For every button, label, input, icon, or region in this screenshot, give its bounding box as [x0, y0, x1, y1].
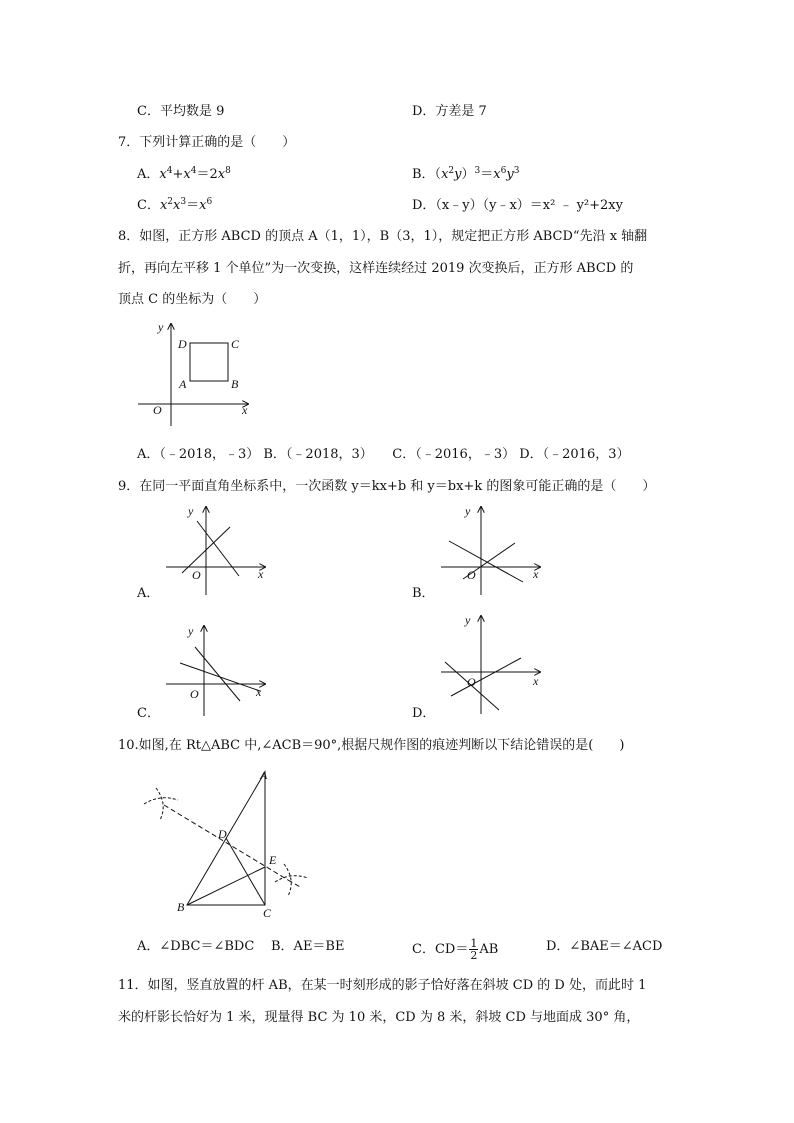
- q7-option-a: A．$x^4+x^4=2x^8$: [137, 166, 231, 182]
- q9-graph-b: [435, 503, 550, 598]
- arc-mark-upper: [144, 798, 178, 804]
- line-1: [449, 541, 523, 582]
- q8-line-1: 8．如图，正方形 ABCD 的顶点 A（1，1），B（3，1），规定把正方形 ABCD“先沿 x 轴翻: [118, 229, 648, 244]
- q10-option-d: D．∠BAE＝∠ACD: [546, 939, 663, 954]
- q10-stem: 10.如图,在 Rt△ABC 中,∠ACB＝90°,根据尺规作图的痕迹判断以下结论错误的是( ): [118, 738, 625, 753]
- q10-triangle-figure: [130, 760, 320, 925]
- origin-label: O: [153, 403, 162, 417]
- q7-option-b: B．$(x^2y)^3=x^6y^3$: [412, 166, 520, 182]
- y-axis-label: y: [158, 320, 164, 334]
- q11-line-1: 11．如图，竖直放置的杆 AB，在某一时刻形成的影子恰好落在斜坡 CD 的 D 处，而此时 1: [118, 978, 647, 993]
- q6-option-c: C．平均数是 9: [137, 104, 225, 119]
- q8-line-3: 顶点 C 的坐标为（ ）: [118, 292, 267, 307]
- point-c-label: C: [263, 906, 272, 920]
- origin-label: O: [467, 675, 476, 689]
- q9-graph-a: [160, 503, 275, 598]
- q8-line-2: 折，再向左平移 1 个单位”为一次变换，这样连续经过 2019 次变换后，正方形 ABCD 的: [118, 261, 634, 276]
- y-label: y: [465, 613, 471, 627]
- q7-stem: 7．下列计算正确的是（ ）: [118, 135, 296, 150]
- arc-mark-lower: [275, 876, 308, 882]
- point-e-label: E: [269, 853, 277, 867]
- q9-stem: 9．在同一平面直角坐标系中，一次函数 y＝kx+b 和 y＝bx+k 的图象可能正确的是（ ）: [118, 479, 656, 494]
- q8-square-figure: [130, 318, 260, 428]
- q9-label-a: A．: [137, 586, 160, 601]
- q9-graph-c: [160, 622, 275, 717]
- q9-label-c: C．: [137, 706, 160, 721]
- x-label: x: [258, 567, 264, 581]
- q10-option-a: A．∠DBC＝∠BDC: [137, 939, 255, 954]
- q10-option-c: C．CD＝ $\frac{1}{2}$ AB: [412, 937, 499, 962]
- x-axis-label: x: [242, 403, 248, 417]
- segment-dc: [226, 838, 265, 905]
- square-abcd: [190, 343, 228, 381]
- q6-option-d: D．方差是 7: [412, 104, 487, 119]
- q11-line-2: 米的杆影长恰好为 1 米，现量得 BC 为 10 米，CD 为 8 米，斜坡 CD 与地面成 30° 角，: [118, 1010, 640, 1025]
- origin-label: O: [467, 568, 476, 582]
- q9-label-d: D．: [412, 706, 436, 721]
- line-1: [197, 521, 239, 576]
- point-d-label: D: [218, 827, 227, 841]
- point-b-label: B: [177, 900, 185, 914]
- x-label: x: [533, 674, 539, 688]
- y-label: y: [188, 624, 194, 638]
- line-2: [195, 647, 240, 701]
- y-label: y: [465, 504, 471, 518]
- q10-option-b: B．AE＝BE: [271, 939, 345, 954]
- point-a-label: A: [260, 768, 268, 782]
- y-label: y: [188, 504, 194, 518]
- q9-label-b: B．: [412, 586, 435, 601]
- point-a-label: A: [179, 377, 187, 391]
- point-d-label: D: [178, 337, 187, 351]
- q7-option-d: D．（x﹣y）（y﹣x）＝x² ﹣ y²+2xy: [412, 198, 623, 213]
- q9-graph-d: [435, 612, 550, 717]
- origin-label: O: [190, 687, 199, 701]
- q8-options: A．（﹣2018，﹣3） B．（﹣2018，3） C．（﹣2016，﹣3） D．（﹣2016，3）: [137, 447, 630, 462]
- x-label: x: [256, 685, 262, 699]
- fraction-one-half: $\frac{1}{2}$: [470, 937, 478, 962]
- point-c-label: C: [231, 337, 240, 351]
- origin-label: O: [192, 568, 201, 582]
- x-label: x: [533, 567, 539, 581]
- point-b-label: B: [231, 377, 239, 391]
- q7-option-c: C．$x^2x^3=x^6$: [137, 197, 213, 213]
- perpendicular-bisector: [164, 805, 288, 880]
